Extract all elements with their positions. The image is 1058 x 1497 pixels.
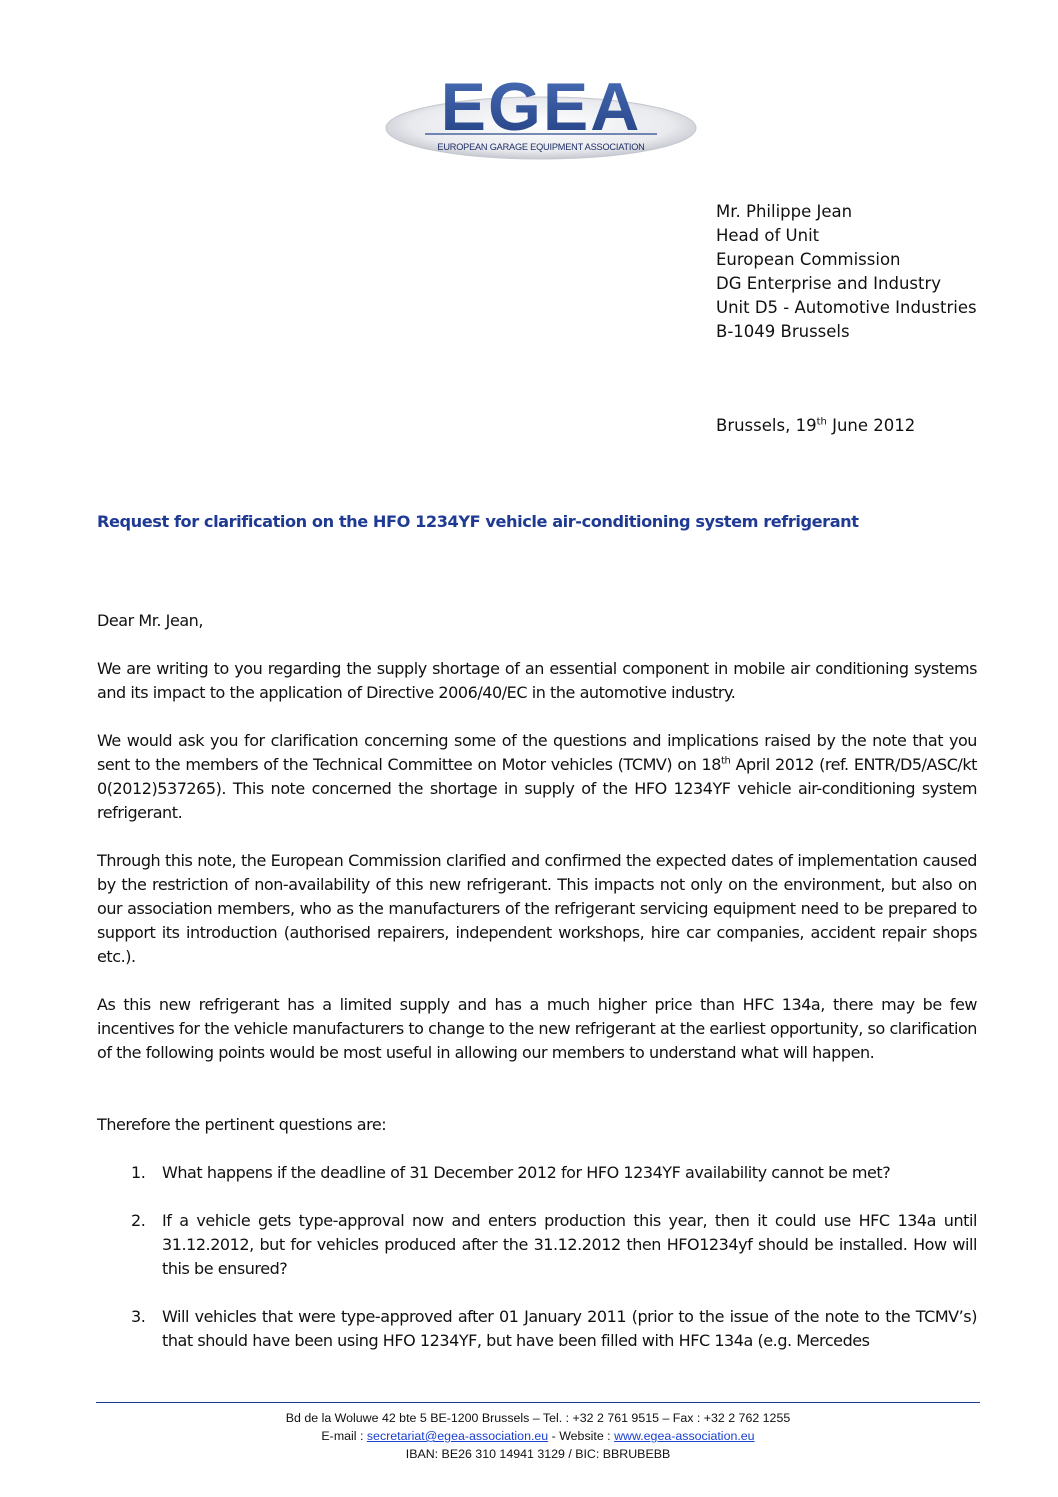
paragraph-4: As this new refrigerant has a limited supply and has a much higher price than HFC 134a, there may be few incentives for the vehicle manufacturers to change to the new refrigerant at the earliest opportunity, so clarification of the following points would be most useful in allowing our members to understand what will happen. xyxy=(97,995,977,1062)
footer-website-link[interactable]: www.egea-association.eu xyxy=(614,1429,755,1443)
salutation: Dear Mr. Jean, xyxy=(97,611,204,630)
recipient-org: European Commission xyxy=(716,250,901,269)
footer-divider xyxy=(96,1402,980,1403)
date-rest: June 2012 xyxy=(826,416,916,435)
list-item-text: What happens if the deadline of 31 December 2012 for HFO 1234YF availability cannot be met? xyxy=(162,1163,891,1182)
list-item-number: 3. xyxy=(131,1307,146,1326)
paragraph-2-part-a: We would ask you for clarification concerning some of the questions and implications raised by the note that you sent to the members of the Technical Committee on Motor vehicles (TCMV) on 18 xyxy=(97,731,977,774)
list-item-text: If a vehicle gets type-approval now and enters production this year, then it could use HFC 134a until 31.12.2012, but for vehicles produced after the 31.12.2012 then HFO1234yf should be installed. How will this be ensured? xyxy=(162,1211,977,1278)
recipient-title: Head of Unit xyxy=(716,226,820,245)
logo-wordmark: EGEA xyxy=(440,69,642,145)
paragraph-1: We are writing to you regarding the supply shortage of an essential component in mobile air conditioning systems and its impact to the application of Directive 2006/40/EC in the automotive industry. xyxy=(97,659,977,702)
recipient-unit: Unit D5 - Automotive Industries xyxy=(716,298,977,317)
date-line xyxy=(716,414,915,438)
list-item-text: Will vehicles that were type-approved after 01 January 2011 (prior to the issue of the note to the TCMV’s) that should have been using HFO 1234YF, but have been filled with HFC 134a (e.g. Mercedes xyxy=(162,1307,977,1350)
footer-bank: IBAN: BE26 310 14941 3129 / BIC: BBRUBEBB xyxy=(405,1447,671,1461)
egea-logo-graphic xyxy=(385,60,697,164)
list-item-number: 1. xyxy=(131,1163,146,1182)
questions-list xyxy=(97,1161,977,1361)
date-prefix: Brussels, 19 xyxy=(716,416,817,435)
footer-email-label: E-mail : xyxy=(321,1429,367,1443)
recipient-name: Mr. Philippe Jean xyxy=(716,202,853,221)
footer-email-link[interactable]: secretariat@egea-association.eu xyxy=(366,1429,549,1443)
paragraph-3: Through this note, the European Commission clarified and confirmed the expected dates of implementation caused by the restriction of non-availability of this new refrigerant. This impacts not only on the environment, but also on our association members, who as the manufacturers of the refrigerant servicing equipment need to be prepared to support its introduction (authorised repairers, independent workshops, hire car companies, accident repair shops etc.). xyxy=(97,851,977,966)
footer-contact xyxy=(96,1427,980,1445)
paragraph-2 xyxy=(97,729,977,825)
footer-address: Bd de la Woluwe 42 bte 5 BE-1200 Brussels – Tel. : +32 2 761 9515 – Fax : +32 2 762 1255 xyxy=(285,1411,791,1425)
letter-subject: Request for clarification on the HFO 1234YF vehicle air-conditioning system refrigerant xyxy=(97,512,859,531)
paragraph-5: Therefore the pertinent questions are: xyxy=(97,1115,387,1134)
egea-logo xyxy=(385,60,697,164)
footer-website-label: - Website : xyxy=(548,1429,615,1443)
paragraph-2-part-b: April 2012 (ref. ENTR/D5/ASC/kt 0(2012)537265). This note concerned the shortage in supply of the HFO 1234YF vehicle air-conditioning system refrigerant. xyxy=(97,755,977,822)
date-suffix: th xyxy=(816,416,827,428)
list-item-number: 2. xyxy=(131,1211,146,1230)
logo-tagline: EUROPEAN GARAGE EQUIPMENT ASSOCIATION xyxy=(437,142,645,152)
recipient-address xyxy=(716,200,977,344)
recipient-city: B-1049 Brussels xyxy=(716,322,850,341)
recipient-dg: DG Enterprise and Industry xyxy=(716,274,942,293)
paragraph-2-sup: th xyxy=(721,755,731,767)
letterhead-footer xyxy=(96,1409,980,1463)
